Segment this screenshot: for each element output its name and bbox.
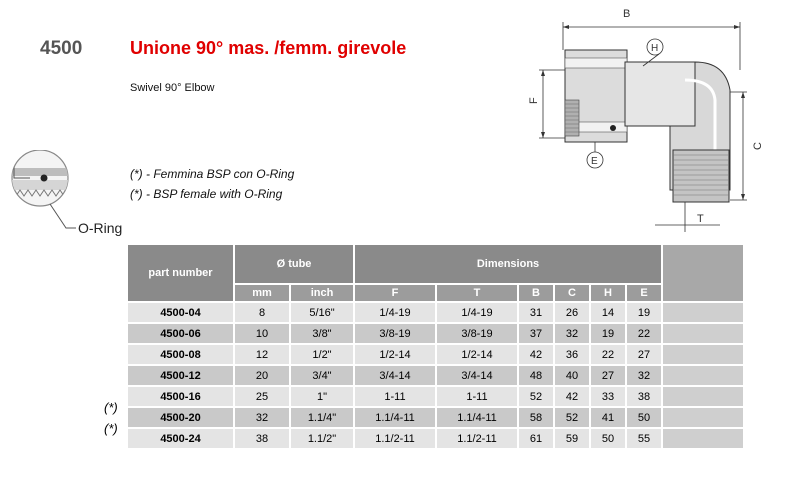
dimension-label-h: H xyxy=(651,43,659,54)
cell-mm: 25 xyxy=(235,387,289,406)
header-part-number: part number xyxy=(128,245,233,301)
table-row xyxy=(128,429,743,448)
table-row xyxy=(128,324,743,343)
cell-c: 59 xyxy=(555,429,589,448)
cell-t: 1/4-19 xyxy=(437,303,517,322)
cell-inch: 1.1/2" xyxy=(291,429,353,448)
cell-c: 52 xyxy=(555,408,589,427)
table-row xyxy=(128,408,743,427)
cell-part: 4500-04 xyxy=(128,303,233,322)
header-mm: mm xyxy=(235,285,289,301)
product-code: 4500 xyxy=(40,38,83,59)
cell-inch: 1" xyxy=(291,387,353,406)
cell-mm: 12 xyxy=(235,345,289,364)
header-t: T xyxy=(437,285,517,301)
product-title: Unione 90° mas. /femm. girevole xyxy=(130,38,407,58)
cell-f: 1.1/2-11 xyxy=(355,429,435,448)
cell-mm: 20 xyxy=(235,366,289,385)
dimension-label-f: F xyxy=(528,97,540,104)
cell-t: 1/2-14 xyxy=(437,345,517,364)
cell-part: 4500-06 xyxy=(128,324,233,343)
cell-b: 37 xyxy=(519,324,553,343)
cell-e: 50 xyxy=(627,408,661,427)
product-subtitle: Swivel 90° Elbow xyxy=(130,82,215,94)
cell-t: 1-11 xyxy=(437,387,517,406)
table-row xyxy=(128,303,743,322)
table-row xyxy=(128,387,743,406)
cell-c: 26 xyxy=(555,303,589,322)
cell-mm: 8 xyxy=(235,303,289,322)
cell-b: 42 xyxy=(519,345,553,364)
cell-inch: 3/8" xyxy=(291,324,353,343)
cell-spare xyxy=(663,324,743,343)
cell-c: 42 xyxy=(555,387,589,406)
cell-h: 50 xyxy=(591,429,625,448)
cell-e: 32 xyxy=(627,366,661,385)
table-row xyxy=(128,366,743,385)
cell-inch: 1.1/4" xyxy=(291,408,353,427)
cell-inch: 1/2" xyxy=(291,345,353,364)
swivel-elbow-technical-drawing xyxy=(525,0,780,240)
cell-t: 1.1/2-11 xyxy=(437,429,517,448)
cell-spare xyxy=(663,345,743,364)
header-f: F xyxy=(355,285,435,301)
dimension-label-c: C xyxy=(752,142,764,150)
cell-h: 22 xyxy=(591,345,625,364)
cell-spare xyxy=(663,408,743,427)
header-c: C xyxy=(555,285,589,301)
cell-c: 36 xyxy=(555,345,589,364)
header-h: H xyxy=(591,285,625,301)
dimension-label-t: T xyxy=(697,213,704,225)
cell-f: 3/4-14 xyxy=(355,366,435,385)
cell-c: 40 xyxy=(555,366,589,385)
cell-h: 14 xyxy=(591,303,625,322)
cell-f: 1.1/4-11 xyxy=(355,408,435,427)
dimensions-table xyxy=(126,243,745,450)
cell-mm: 38 xyxy=(235,429,289,448)
cell-part: 4500-20 xyxy=(128,408,233,427)
cell-part: 4500-24 xyxy=(128,429,233,448)
header-e: E xyxy=(627,285,661,301)
cell-spare xyxy=(663,366,743,385)
cell-part: 4500-16 xyxy=(128,387,233,406)
cell-f: 1-11 xyxy=(355,387,435,406)
cell-part: 4500-12 xyxy=(128,366,233,385)
cell-h: 41 xyxy=(591,408,625,427)
cell-spare xyxy=(663,303,743,322)
cell-b: 52 xyxy=(519,387,553,406)
cell-f: 3/8-19 xyxy=(355,324,435,343)
header-tube: Ø tube xyxy=(235,245,353,283)
dimension-label-e: E xyxy=(591,156,598,167)
oring-label: O-Ring xyxy=(78,220,123,236)
header-spare xyxy=(663,245,743,301)
cell-b: 61 xyxy=(519,429,553,448)
cell-h: 19 xyxy=(591,324,625,343)
cell-h: 33 xyxy=(591,387,625,406)
cell-h: 27 xyxy=(591,366,625,385)
cell-f: 1/4-19 xyxy=(355,303,435,322)
note-english: (*) - BSP female with O-Ring xyxy=(130,187,283,201)
header-dimensions: Dimensions xyxy=(355,245,661,283)
note-italian: (*) - Femmina BSP con O-Ring xyxy=(130,167,295,181)
cell-t: 3/4-14 xyxy=(437,366,517,385)
dimension-label-b: B xyxy=(623,8,631,20)
cell-mm: 10 xyxy=(235,324,289,343)
cell-mm: 32 xyxy=(235,408,289,427)
row-mark: (*) xyxy=(104,400,118,415)
cell-b: 31 xyxy=(519,303,553,322)
cell-t: 1.1/4-11 xyxy=(437,408,517,427)
cell-inch: 3/4" xyxy=(291,366,353,385)
cell-f: 1/2-14 xyxy=(355,345,435,364)
cell-e: 19 xyxy=(627,303,661,322)
cell-b: 58 xyxy=(519,408,553,427)
header-b: B xyxy=(519,285,553,301)
cell-part: 4500-08 xyxy=(128,345,233,364)
cell-t: 3/8-19 xyxy=(437,324,517,343)
cell-spare xyxy=(663,387,743,406)
cell-e: 27 xyxy=(627,345,661,364)
table-row xyxy=(128,345,743,364)
cell-e: 38 xyxy=(627,387,661,406)
cell-spare xyxy=(663,429,743,448)
cell-inch: 5/16" xyxy=(291,303,353,322)
cell-e: 55 xyxy=(627,429,661,448)
row-mark: (*) xyxy=(104,421,118,436)
cell-b: 48 xyxy=(519,366,553,385)
cell-c: 32 xyxy=(555,324,589,343)
cell-e: 22 xyxy=(627,324,661,343)
header-inch: inch xyxy=(291,285,353,301)
